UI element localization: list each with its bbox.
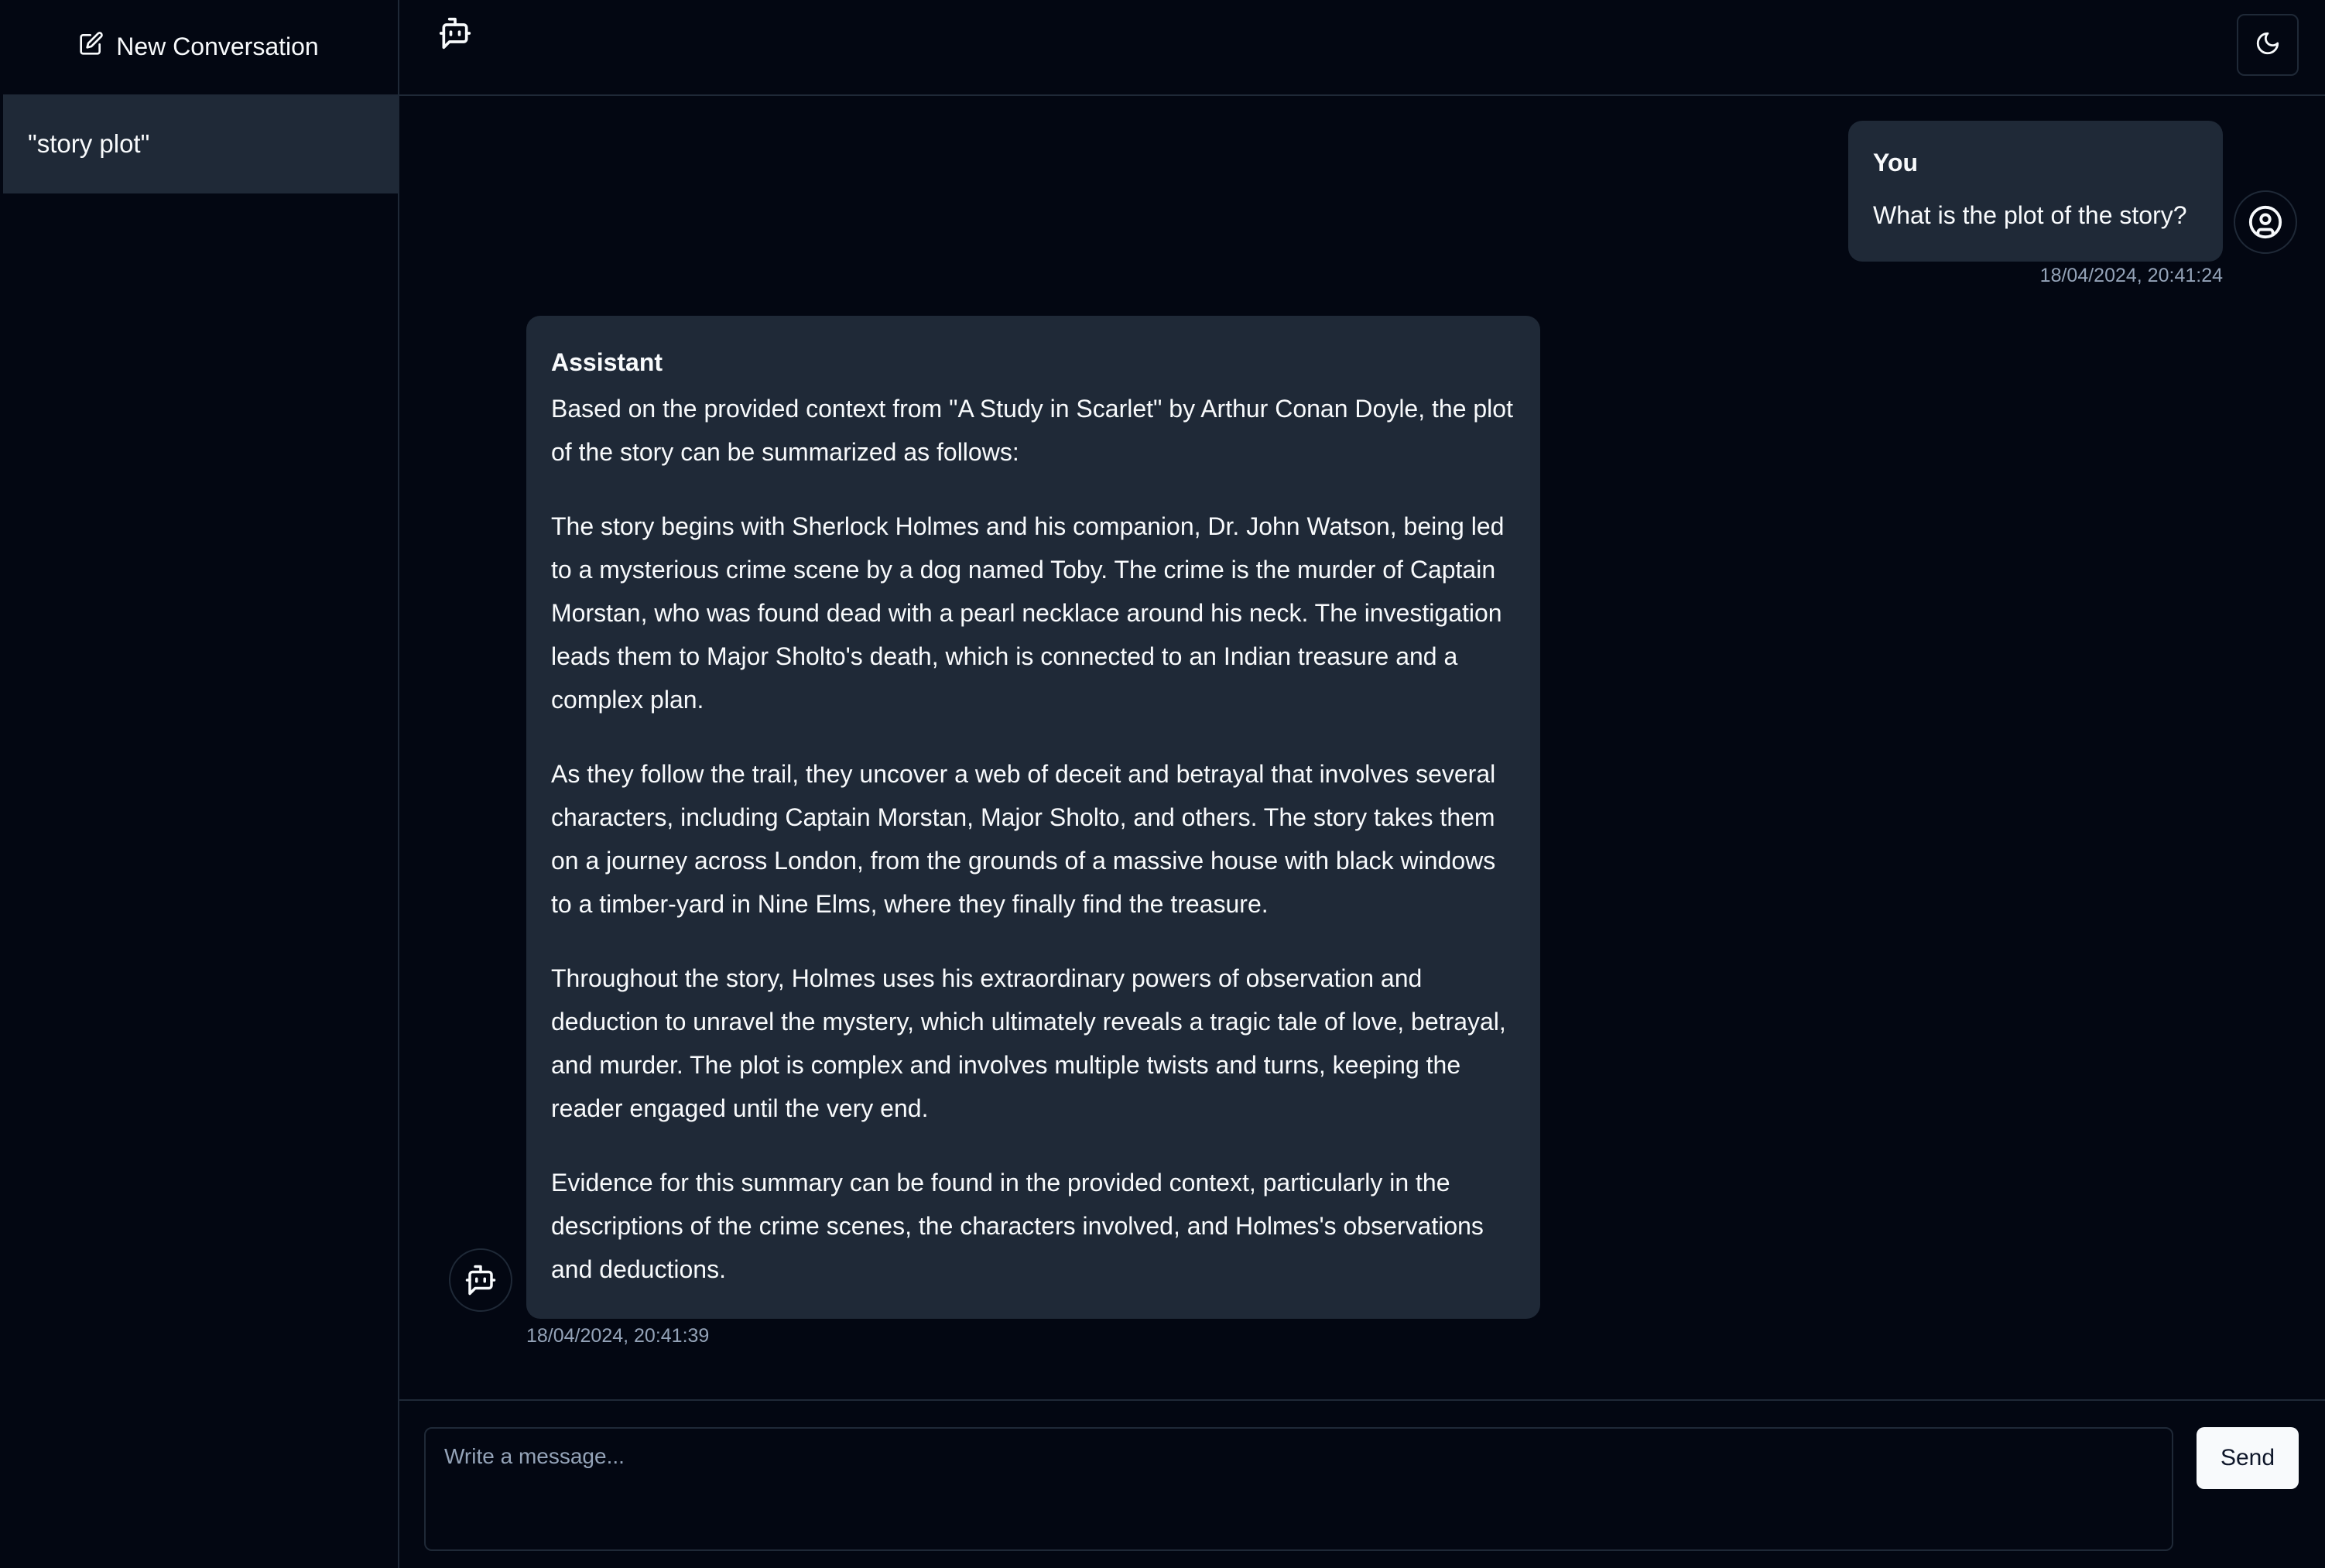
conversation-title: "story plot" bbox=[28, 129, 150, 158]
message-timestamp: 18/04/2024, 20:41:39 bbox=[526, 1325, 710, 1347]
sidebar bbox=[0, 0, 399, 1568]
message-timestamp: 18/04/2024, 20:41:24 bbox=[2039, 265, 2223, 286]
message-author: Assistant bbox=[551, 348, 663, 376]
message-text: What is the plot of the story? bbox=[1873, 201, 2187, 229]
message-paragraph: Evidence for this summary can be found in the provided context, particularly in the descriptions of the crime scenes, the characters involved, and Holmes's observations and deductions. bbox=[551, 1169, 1484, 1283]
bot-icon bbox=[449, 1248, 512, 1312]
user-circle-icon bbox=[2234, 190, 2297, 254]
header bbox=[399, 0, 2325, 96]
new-conversation-button[interactable] bbox=[0, 0, 398, 93]
message-body bbox=[551, 387, 1515, 1291]
message-author: You bbox=[1873, 149, 1919, 176]
assistant-message bbox=[526, 316, 1540, 1319]
new-conversation-label: New Conversation bbox=[116, 32, 319, 60]
bot-icon bbox=[424, 14, 486, 53]
send-button[interactable]: Send bbox=[2197, 1427, 2299, 1489]
composer bbox=[399, 1399, 2325, 1568]
sidebar-item-conversation[interactable] bbox=[3, 94, 398, 193]
edit-icon bbox=[79, 31, 104, 62]
moon-icon bbox=[2255, 30, 2281, 60]
user-message bbox=[1848, 121, 2223, 262]
message-paragraph: Based on the provided context from "A Study in Scarlet" by Arthur Conan Doyle, the plot of the story can be summarized as follows: bbox=[551, 395, 1513, 466]
message-input[interactable] bbox=[424, 1427, 2173, 1551]
message-paragraph: As they follow the trail, they uncover a web of deceit and betrayal that involves several characters, including Captain Morstan, Major Sholto, and others. The story takes them on a journey across London, from the grounds of a massive house with black windows to a timber-yard in Nine Elms, where they finally find the treasure. bbox=[551, 760, 1496, 918]
theme-toggle-button[interactable] bbox=[2237, 14, 2299, 76]
message-paragraph: The story begins with Sherlock Holmes and his companion, Dr. John Watson, being led to a mysterious crime scene by a dog named Toby. The crime is the murder of Captain Morstan, who was found dead with a pearl necklace around his neck. The investigation leads them to Major Sholto's death, which is connected to an Indian treasure and a complex plan. bbox=[551, 512, 1505, 714]
message-paragraph: Throughout the story, Holmes uses his extraordinary powers of observation and deduction to unravel the mystery, which ultimately reveals a tragic tale of love, betrayal, and murder. The plot is complex and involves multiple twists and turns, keeping the reader engaged until the very end. bbox=[551, 964, 1506, 1122]
